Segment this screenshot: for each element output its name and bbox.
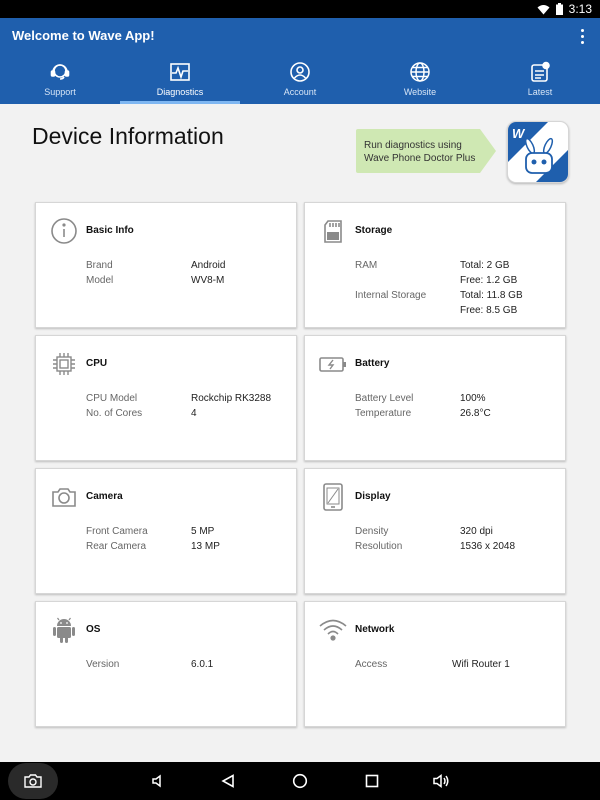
card-rows: [355, 258, 523, 318]
row-label: Temperature: [355, 408, 412, 419]
page-title: Device Information: [32, 123, 224, 149]
back-icon: [221, 774, 235, 788]
phone-doctor-promo[interactable]: [356, 129, 496, 173]
promo-text: [364, 139, 475, 165]
card-rows: [86, 258, 225, 288]
volume-up-icon: [432, 773, 450, 789]
card-rows: [355, 391, 491, 421]
card-battery: [304, 335, 566, 461]
info-row: [355, 258, 523, 273]
screenshot-button[interactable]: [8, 763, 58, 799]
tab-account[interactable]: [240, 58, 360, 104]
active-tab-indicator: [120, 101, 240, 104]
recents-icon: [365, 774, 379, 788]
row-label: Rear Camera: [86, 541, 147, 552]
info-row: [86, 391, 271, 406]
pulse-icon: [169, 60, 191, 84]
android-icon: [48, 614, 80, 646]
overflow-menu-button[interactable]: [574, 26, 590, 46]
back-button[interactable]: [218, 762, 238, 800]
svg-text:W: W: [512, 126, 525, 141]
home-button[interactable]: [290, 762, 310, 800]
info-row: [86, 273, 225, 288]
row-value: 6.0.1: [191, 659, 214, 670]
screenshot-camera-icon: [24, 774, 42, 788]
row-label: Version: [86, 659, 120, 670]
recents-button[interactable]: [362, 762, 382, 800]
card-title: CPU: [86, 358, 108, 369]
card-basic-info: [35, 202, 297, 328]
promo-line-1: Run diagnostics using: [364, 140, 462, 151]
more-vert-dot: [581, 41, 584, 44]
tab-website-label: Website: [403, 87, 437, 97]
row-value: Total: 11.8 GB: [460, 290, 523, 301]
info-row: [355, 303, 523, 318]
tab-bar: [0, 58, 600, 104]
promo-line-2: Wave Phone Doctor Plus: [364, 153, 476, 164]
status-time: 3:13: [568, 2, 592, 16]
more-vert-dot: [581, 35, 584, 38]
wifi-status-icon: [537, 4, 550, 15]
tab-latest[interactable]: [480, 58, 600, 104]
card-storage: [304, 202, 566, 328]
info-row: [86, 406, 271, 421]
row-value: 320 dpi: [460, 526, 493, 537]
card-rows: [86, 524, 220, 554]
row-value: 26.8°C: [460, 408, 491, 419]
card-camera: [35, 468, 297, 594]
info-icon: [48, 215, 80, 247]
globe-icon: [409, 60, 431, 84]
tab-account-label: Account: [283, 87, 317, 97]
row-label: Density: [355, 526, 389, 537]
tab-website[interactable]: [360, 58, 480, 104]
row-label: Model: [86, 275, 114, 286]
robot-logo-icon: [508, 122, 569, 183]
row-value: Free: 8.5 GB: [460, 305, 518, 316]
row-value: 1536 x 2048: [460, 541, 516, 552]
row-label: Brand: [86, 260, 113, 271]
info-row: [355, 273, 523, 288]
row-value: Free: 1.2 GB: [460, 275, 518, 286]
row-label: Front Camera: [86, 526, 148, 537]
card-rows: [86, 391, 271, 421]
info-row: [355, 524, 515, 539]
status-bar: [0, 0, 600, 18]
row-value: Total: 2 GB: [460, 260, 510, 271]
app-title: Welcome to Wave App!: [12, 28, 155, 43]
tab-latest-label: Latest: [527, 87, 553, 97]
row-value: 4: [191, 408, 197, 419]
camera-icon: [48, 481, 80, 513]
home-icon: [292, 773, 308, 789]
info-row: [355, 288, 523, 303]
wifi-icon: [317, 614, 349, 646]
info-row: [355, 657, 510, 672]
battery-status-icon: [556, 3, 563, 15]
card-display: [304, 468, 566, 594]
card-title: OS: [86, 624, 101, 635]
tab-diagnostics[interactable]: [120, 58, 240, 104]
sd-card-icon: [317, 215, 349, 247]
info-row: [355, 406, 491, 421]
chip-icon: [48, 348, 80, 380]
row-label: Access: [355, 659, 388, 670]
status-icons: [537, 0, 592, 18]
row-value: 13 MP: [191, 541, 220, 552]
row-value: 100%: [460, 393, 486, 404]
app-bar: [0, 18, 600, 104]
card-rows: [355, 657, 510, 672]
tab-diagnostics-label: Diagnostics: [156, 87, 204, 97]
row-value: Rockchip RK3288: [191, 393, 272, 404]
volume-down-icon: [151, 774, 165, 788]
card-network: [304, 601, 566, 727]
info-row: [86, 524, 220, 539]
row-label: Internal Storage: [355, 290, 427, 301]
info-row: [86, 539, 220, 554]
volume-down-button[interactable]: [148, 762, 168, 800]
headset-icon: [49, 60, 71, 84]
card-os: [35, 601, 297, 727]
info-row: [86, 258, 225, 273]
row-label: Battery Level: [355, 393, 414, 404]
info-row: [355, 391, 491, 406]
info-row: [355, 539, 515, 554]
more-vert-icon: [581, 29, 584, 32]
row-value: 5 MP: [191, 526, 215, 537]
system-nav-bar: [0, 762, 600, 800]
news-icon: [529, 60, 551, 84]
phone-doctor-app-icon[interactable]: [507, 121, 569, 183]
info-row: [86, 657, 213, 672]
battery-charging-icon: [317, 348, 349, 380]
row-label: [355, 273, 460, 288]
tab-support[interactable]: [0, 58, 120, 104]
row-value: Wifi Router 1: [452, 659, 510, 670]
row-value: Android: [191, 260, 226, 271]
card-title: Network: [355, 624, 395, 635]
volume-up-button[interactable]: [430, 762, 452, 800]
row-value: WV8-M: [191, 275, 225, 286]
account-icon: [289, 60, 311, 84]
row-label: CPU Model: [86, 393, 138, 404]
card-rows: [355, 524, 515, 554]
row-label: No. of Cores: [86, 408, 143, 419]
card-title: Display: [355, 491, 391, 502]
card-rows: [86, 657, 213, 672]
tablet-icon: [317, 481, 349, 513]
card-title: Basic Info: [86, 225, 134, 236]
card-cpu: [35, 335, 297, 461]
row-label: RAM: [355, 260, 378, 271]
row-label: [355, 303, 460, 318]
tab-support-label: Support: [44, 87, 76, 97]
card-title: Storage: [355, 225, 393, 236]
card-title: Battery: [355, 358, 390, 369]
row-label: Resolution: [355, 541, 403, 552]
card-title: Camera: [86, 491, 123, 502]
